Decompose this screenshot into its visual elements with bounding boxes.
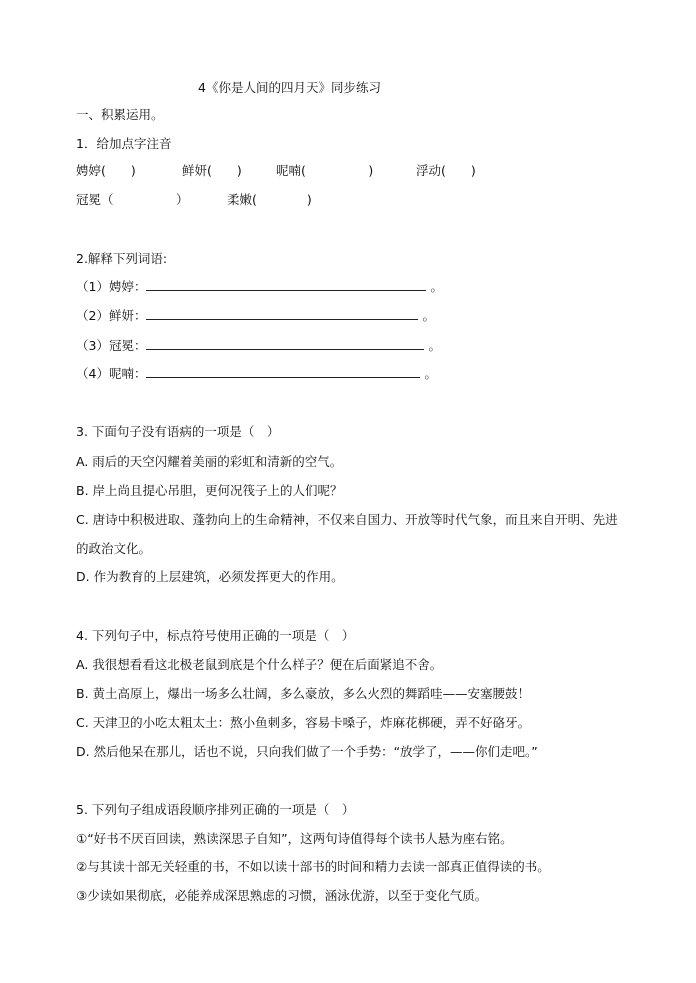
answer-blank[interactable] [146,365,420,378]
question-4-heading: 4. 下列句子中，标点符号使用正确的一项是（ ） [76,628,355,643]
answer-blank[interactable] [146,307,418,320]
option-d: D. 然后他呆在那儿，话也不说，只向我们做了一个手势：“放学了，——你们走吧。” [76,744,538,759]
definition-label: （3）冠冕： [76,338,147,353]
pinyin-item: 娉婷( ) [76,163,136,178]
definition-row [76,336,441,354]
question-5-heading: 5. 下列句子组成语段顺序排列正确的一项是（ ） [76,802,355,817]
definition-label: （4）呢喃： [76,366,147,381]
period-mark: 。 [424,366,437,381]
passage-sentence: ③少读如果彻底，必能养成深思熟虑的习惯，涵泳优游，以至于变化气质。 [76,888,488,903]
definition-label: （1）娉婷： [76,279,147,294]
definition-row [76,306,435,324]
question-3-heading: 3. 下面句子没有语病的一项是（ ） [76,424,280,439]
question-1-heading: 1．给加点字注音 [76,136,172,151]
passage-sentence: ②与其读十部无关轻重的书，不如以读十部书的时间和精力去读一部真正值得读的书。 [76,859,550,874]
pinyin-item: 呢喃( ) [276,163,374,178]
passage-sentence: ①“好书不厌百回读，熟读深思子自知”，这两句诗值得每个读书人悬为座右铭。 [76,831,513,846]
period-mark: 。 [430,279,443,294]
pinyin-item: 冠冕（ ） [76,192,189,207]
option-b: B. 黄土高原上，爆出一场多么壮阔，多么豪放，多么火烈的舞蹈哇——安塞腰鼓！ [76,686,531,701]
answer-blank[interactable] [146,337,424,350]
option-d: D. 作为教育的上层建筑，必须发挥更大的作用。 [76,569,344,584]
question-2-heading: 2.解释下列词语: [76,251,168,266]
pinyin-item: 浮动( ) [416,163,476,178]
period-mark: 。 [428,338,441,353]
definition-label: （2）鲜妍： [76,308,147,323]
definition-row [76,364,437,382]
pinyin-item: 柔嫩( ) [227,192,312,207]
option-a: A. 我很想看看这北极老鼠到底是个什么样子？便在后面紧追不舍。 [76,657,443,672]
page-title: 4《你是人间的四月天》同步练习 [198,80,381,95]
option-c-continued: 的政治文化。 [76,541,152,556]
option-a: A. 雨后的天空闪耀着美丽的彩虹和清新的空气。 [76,454,343,469]
answer-blank[interactable] [146,278,426,291]
pinyin-item: 鲜妍( ) [182,163,242,178]
option-c: C. 唐诗中积极进取、蓬勃向上的生命精神，不仅来自国力、开放等时代气象，而且来自开明、先进 [76,512,618,527]
option-c: C. 天津卫的小吃太粗太土：熬小鱼刺多，容易卡嗓子，炸麻花梆硬，弄不好硌牙。 [76,715,531,730]
definition-row [76,277,443,295]
period-mark: 。 [422,308,435,323]
section-heading: 一、积累运用。 [76,107,164,122]
option-b: B. 岸上尚且提心吊胆，更何况筏子上的人们呢？ [76,483,343,498]
